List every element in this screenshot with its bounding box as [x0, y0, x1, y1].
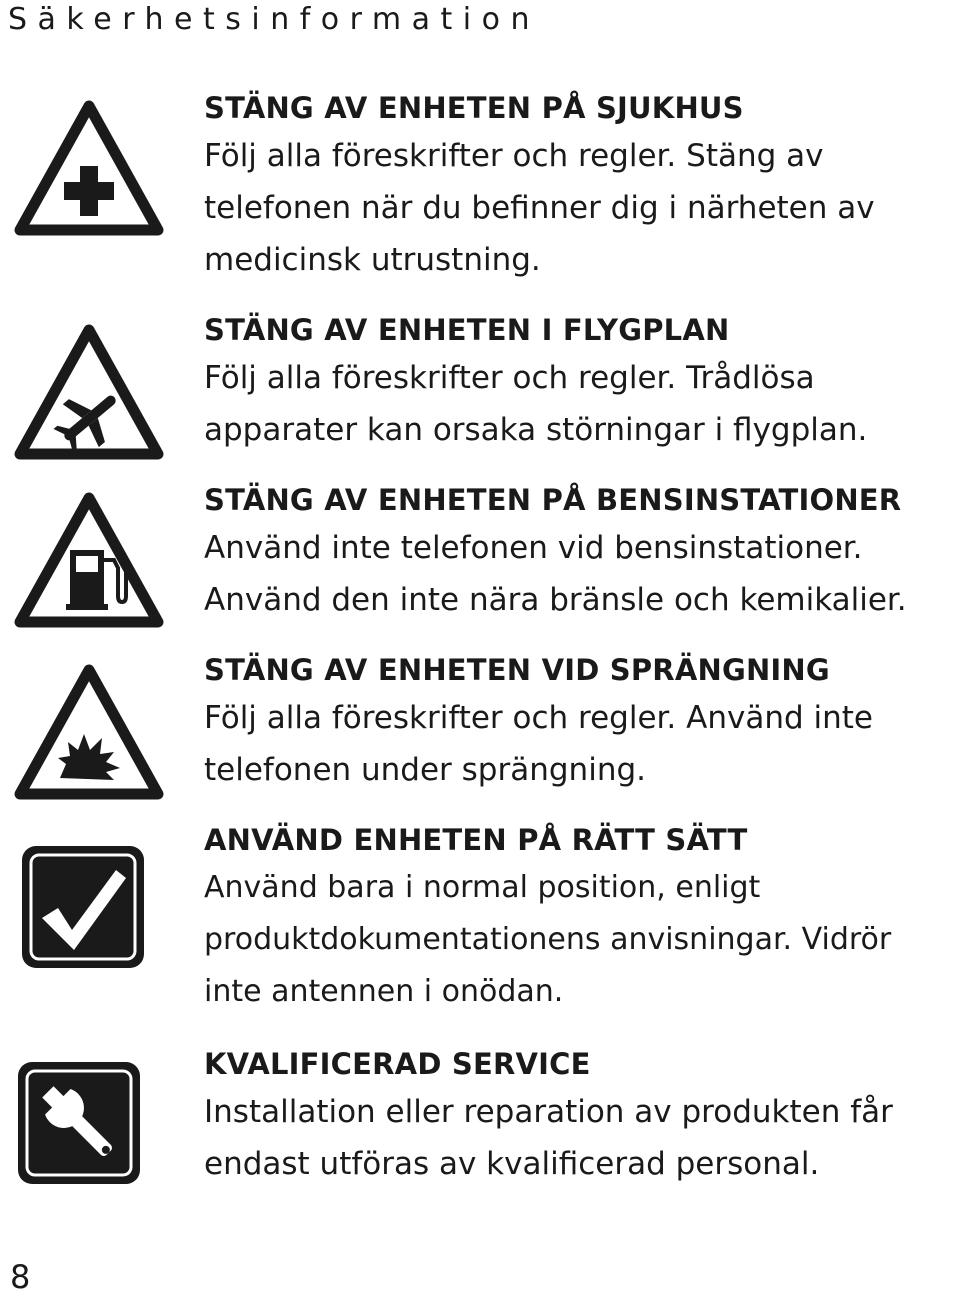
- hospital-cross-icon: [14, 98, 164, 238]
- section-title: STÄNG AV ENHETEN VID SPRÄNGNING: [204, 653, 830, 687]
- checkmark-icon: [18, 842, 148, 972]
- section-body: Följ alla föreskrifter och regler. Trådlösa apparater kan orsaka störningar i flygplan.: [204, 360, 868, 448]
- section-title: STÄNG AV ENHETEN PÅ BENSINSTATIONER: [204, 483, 902, 517]
- section-body: Använd inte telefonen vid bensinstationer. Använd den inte nära bränsle och kemikalier.: [204, 530, 907, 618]
- fuel-pump-icon: [14, 490, 164, 630]
- section-body: Använd bara i normal position, enligt produktdokumentationens anvisningar. Vidrör inte antennen i onödan.: [204, 870, 892, 1009]
- page-header: Säkerhetsinformation: [8, 2, 541, 37]
- section-body: Följ alla föreskrifter och regler. Stäng av telefonen när du befinner dig i närheten av medicinsk utrustning.: [204, 138, 875, 278]
- section-body: Installation eller reparation av produkten får endast utföras av kvalificerad personal.: [204, 1094, 893, 1182]
- explosion-icon: [14, 662, 164, 802]
- section-title: KVALIFICERAD SERVICE: [204, 1047, 591, 1081]
- wrench-icon: [14, 1058, 144, 1188]
- page-number: 8: [10, 1258, 31, 1296]
- section-title: STÄNG AV ENHETEN PÅ SJUKHUS: [204, 91, 744, 125]
- section-title: ANVÄND ENHETEN PÅ RÄTT SÄTT: [204, 823, 748, 857]
- section-body: Följ alla föreskrifter och regler. Använd inte telefonen under sprängning.: [204, 700, 873, 788]
- airplane-icon: [14, 322, 164, 462]
- section-title: STÄNG AV ENHETEN I FLYGPLAN: [204, 313, 730, 347]
